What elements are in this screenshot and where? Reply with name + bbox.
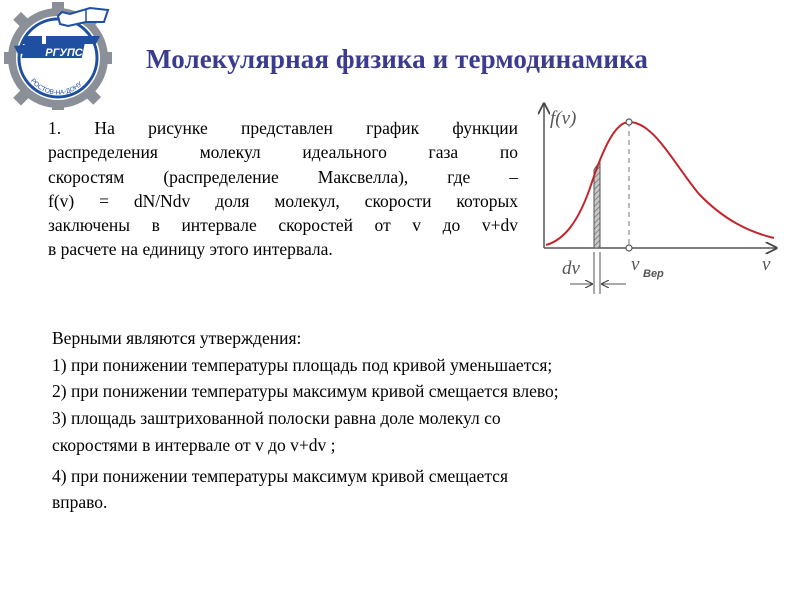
logo-text: РГУПС [45,47,83,59]
question-text [48,116,518,262]
question-line: скоростям (распределение Максвелла), где – [48,166,518,187]
peak-subscript: Вер [643,268,664,280]
x-axis-label: v [762,254,771,275]
statement-item: скоростями в интервале от v до v+dv ; [52,434,336,455]
rgups-logo [4,0,116,110]
statement-item: вправо. [52,492,108,513]
train-icon [20,36,100,44]
peak-point [626,119,632,125]
statements [52,325,742,516]
statement-item: 4) при понижении температуры максимум кривой смещается [52,465,508,486]
question-line: распределения молекул идеального газа по [48,142,518,163]
peak-axis-point [626,245,632,251]
question-line: f(v) = dN/Ndv доля молекул, скорости которых [48,190,518,211]
statements-intro: Верными являются утверждения: [52,328,302,348]
dv-label: dv [562,258,580,279]
y-axis-label: f(v) [550,108,577,129]
statement-item: 2) при понижении температуры максимум кривой смещается влево; [52,381,559,402]
statement-item: 3) площадь заштрихованной полоски равна доле молекул со [52,408,501,429]
page-title: Молекулярная физика и термодинамика [146,44,648,74]
question-line: в расчете на единицу этого интервала. [48,239,333,260]
question-line: заключены в интервале скоростей от v до v+dv [48,215,518,236]
maxwell-distribution-graph [534,102,784,298]
statement-item: 1) при понижении температуры площадь под кривой уменьшается; [52,354,553,375]
peak-label: v [631,254,640,275]
question-line: 1. На рисунке представлен график функции [48,118,518,138]
maxwell-curve [546,122,774,245]
logo-ring-text: РОСТОВ-НА-ДОНУ [29,77,84,97]
